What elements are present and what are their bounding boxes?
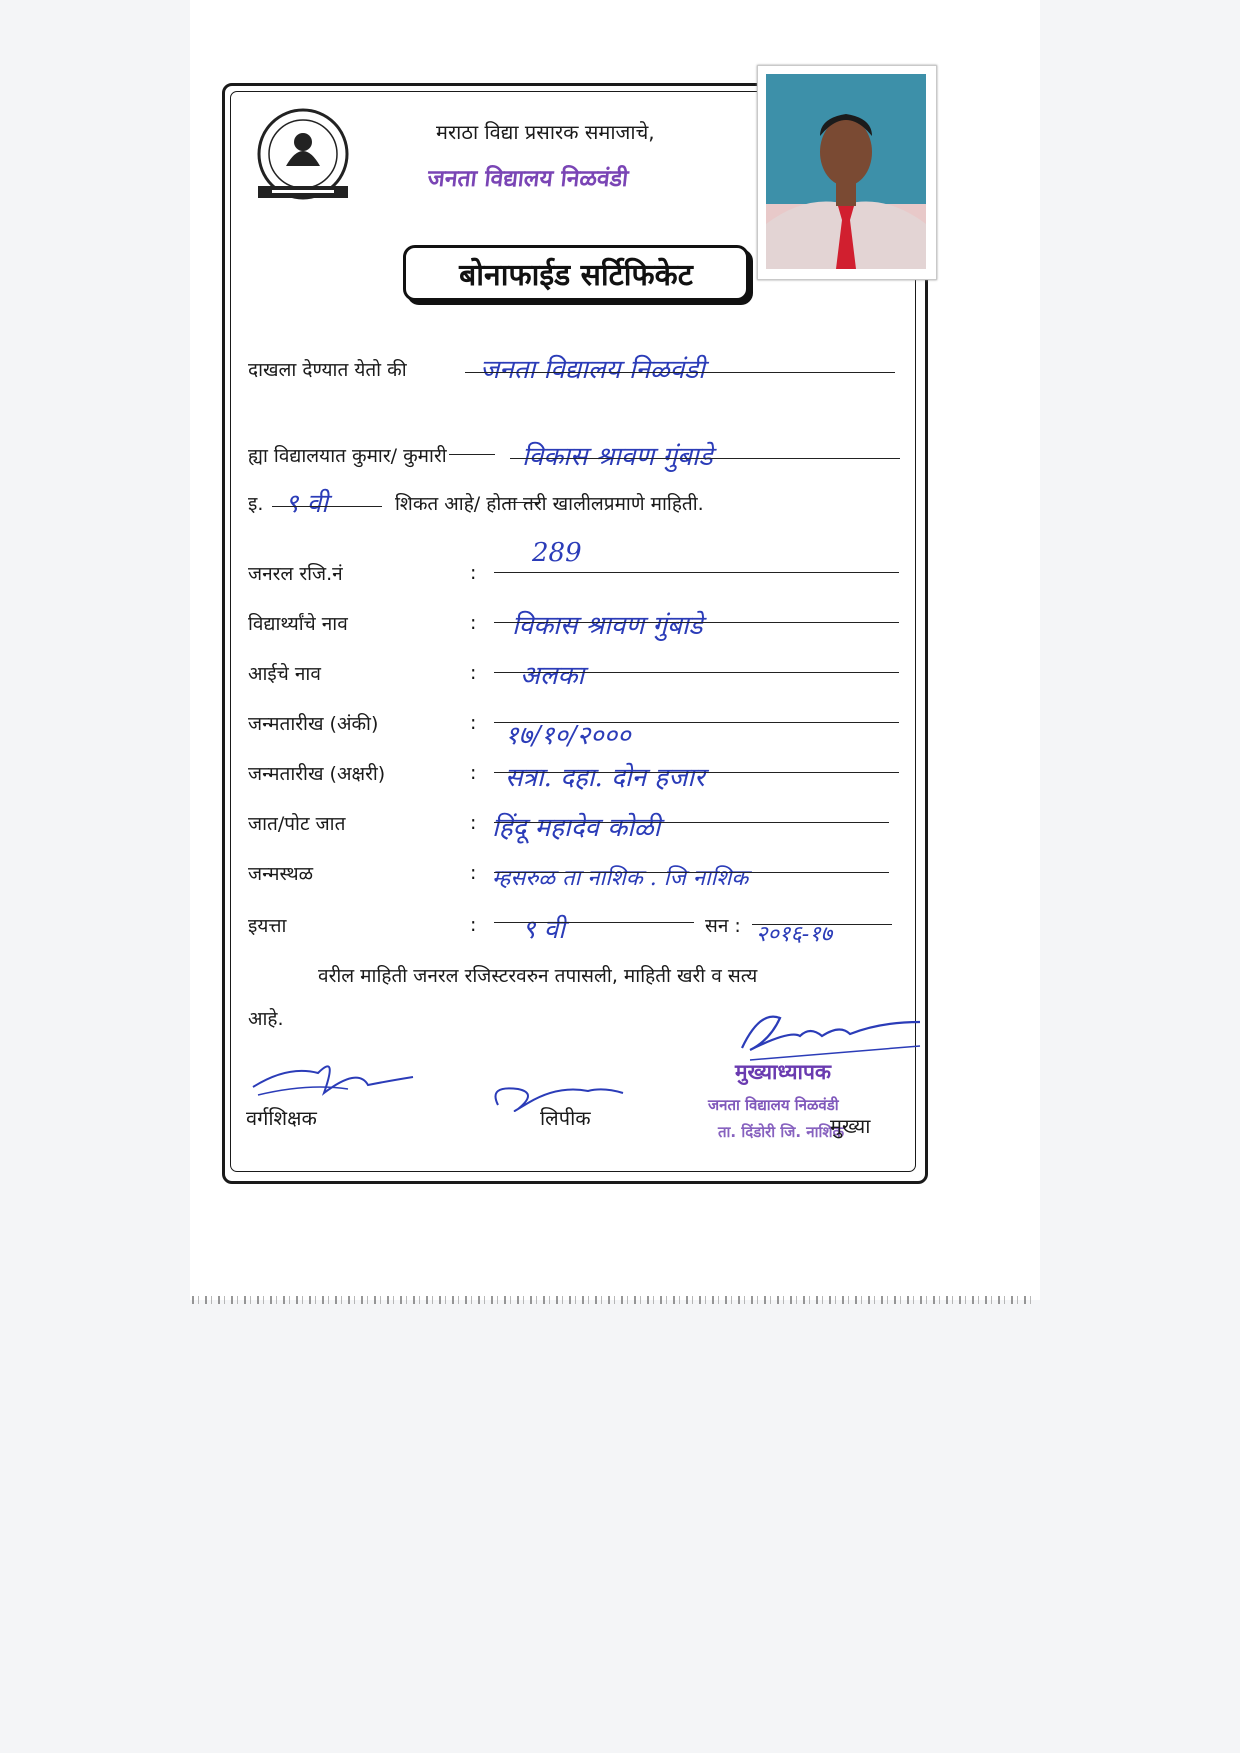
clerk-label: लिपीक: [540, 1106, 591, 1130]
class-value: ९ वी: [285, 489, 328, 519]
field-label-mother-name: आईचे नाव: [248, 663, 321, 685]
headmaster-stamp-line-1: जनता विद्यालय निळवंडी: [708, 1096, 839, 1114]
field-value-student-name: विकास श्रावण गुंबाडे: [512, 611, 703, 641]
student-photo-image: [766, 74, 926, 269]
student-photo: [757, 65, 937, 280]
field-colon: :: [470, 662, 477, 684]
field-value-reg-no: 289: [532, 538, 582, 568]
student-underline: [510, 458, 900, 459]
intro-underline: [465, 372, 895, 373]
verification-line-1: वरील माहिती जनरल रजिस्टरवरुन तपासली, माहिती खरी व सत्य: [318, 965, 758, 987]
field-label-dob-numeric: जन्मतारीख (अंकी): [248, 713, 379, 735]
year-underline: [752, 924, 892, 925]
field-line-mother-name: [494, 672, 899, 673]
field-colon: :: [470, 812, 477, 834]
field-label-student-name: विद्यार्थ्यांचे नाव: [248, 613, 348, 635]
field-label-standard: इयत्ता: [248, 915, 287, 937]
intro-value: जनता विद्यालय निळवंडी: [480, 355, 705, 385]
class-prefix: इ.: [248, 493, 264, 515]
field-line-dob-numeric: [494, 722, 899, 723]
field-value-dob-numeric: १७/१०/२०००: [505, 721, 631, 751]
field-line-birthplace: [494, 872, 889, 873]
field-line-reg-no: [494, 572, 899, 573]
field-colon: :: [470, 762, 477, 784]
field-label-reg-no: जनरल रजि.नं: [248, 563, 343, 585]
field-value-mother-name: अलका: [520, 661, 585, 691]
field-line-dob-words: [494, 772, 899, 773]
verification-line-2: आहे.: [248, 1008, 284, 1030]
society-name: मराठा विद्या प्रसारक समाजाचे,: [436, 120, 655, 144]
field-line-standard: [494, 922, 694, 923]
headmaster-stamp-word: मुख्या: [830, 1114, 871, 1138]
headmaster-label: मुख्याध्यापक: [735, 1060, 832, 1084]
field-label-birthplace: जन्मस्थळ: [248, 863, 314, 885]
strike-hota: [505, 502, 541, 503]
certificate-title: बोनाफाईड सर्टिफिकेट: [459, 257, 693, 293]
strike-kumari: [449, 454, 495, 455]
headmaster-stamp-line-2: ता. दिंडोरी जि. नाशिक: [718, 1123, 845, 1141]
certificate-title-box: [403, 245, 749, 301]
field-label-dob-words: जन्मतारीख (अक्षरी): [248, 763, 386, 785]
field-colon: :: [470, 612, 477, 634]
field-value-standard: ९ वी: [522, 915, 565, 945]
field-value-caste: हिंदू महादेव कोळी: [492, 813, 661, 843]
society-logo-seal: [246, 104, 360, 210]
field-line-student-name: [494, 622, 899, 623]
torn-edge: [192, 1296, 1037, 1304]
student-name-value: विकास श्रावण गुंबाडे: [522, 442, 713, 472]
intro-label: दाखला देण्यात येतो की: [248, 359, 407, 381]
field-colon: :: [470, 862, 477, 884]
class-underline: [272, 506, 382, 507]
student-label: ह्या विद्यालयात कुमार/ कुमारी: [248, 445, 447, 467]
field-colon: :: [470, 562, 477, 584]
field-value-birthplace: म्हसरुळ ता नाशिक . जि नाशिक: [492, 866, 749, 891]
field-value-dob-words: सत्रा. दहा. दोन हजार: [505, 763, 705, 793]
field-colon: :: [470, 712, 477, 734]
class-teacher-signature: [248, 1045, 418, 1105]
year-value: २०१६-१७: [756, 922, 833, 947]
field-line-caste: [494, 822, 889, 823]
field-label-caste: जात/पोट जात: [248, 813, 346, 835]
class-teacher-label: वर्गशिक्षक: [246, 1106, 317, 1130]
class-suffix: शिकत आहे/ होता तरी खालीलप्रमाणे माहिती.: [395, 493, 704, 515]
year-label: सन :: [705, 915, 741, 937]
school-name-stamp: जनता विद्यालय निळवंडी: [426, 166, 630, 192]
field-colon: :: [470, 914, 477, 936]
